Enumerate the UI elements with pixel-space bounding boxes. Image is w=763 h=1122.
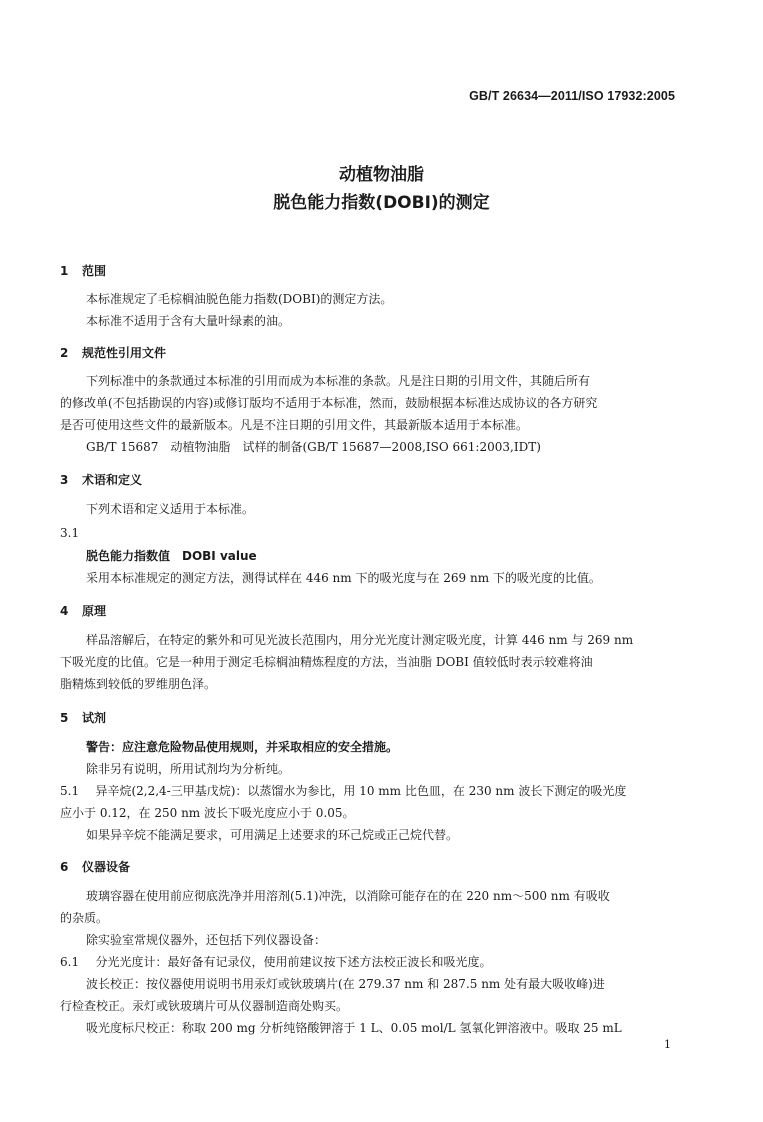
- subclause-number: 5.1: [60, 784, 80, 798]
- section-title: 原理: [82, 604, 107, 618]
- section-title: 试剂: [82, 711, 107, 725]
- paragraph-line: 是否可使用这些文件的最新版本。凡是不注日期的引用文件，其最新版本适用于本标准。: [60, 418, 529, 432]
- safety-warning: 警告：应注意危险物品使用规则，并采取相应的安全措施。: [86, 740, 399, 754]
- section-2-heading: [60, 344, 166, 361]
- paragraph-line: 波长校正：按仪器使用说明书用汞灯或钬玻璃片(在 279.37 nm 和 287.5 nm 处有最大吸收峰)进: [86, 977, 605, 991]
- title-line-1: 动植物油脂: [339, 165, 424, 185]
- paragraph: 下列术语和定义适用于本标准。: [86, 502, 255, 516]
- paragraph: 本标准不适用于含有大量叶绿素的油。: [86, 314, 291, 328]
- subclause-text: 分光光度计：最好备有记录仪，使用前建议按下述方法校正波长和吸光度。: [95, 955, 492, 969]
- section-4-heading: [60, 602, 106, 619]
- section-title: 术语和定义: [82, 473, 143, 487]
- section-3-heading: [60, 471, 142, 488]
- subclause-number: 3.1: [60, 526, 80, 540]
- section-number: 5: [60, 711, 69, 725]
- paragraph: 除实验室常规仪器外，还包括下列仪器设备：: [86, 933, 327, 947]
- term-definition: 采用本标准规定的测定方法，测得试样在 446 nm 下的吸光度与在 269 nm 下的吸光度的比值。: [86, 571, 601, 585]
- subclause-number: 6.1: [60, 955, 80, 969]
- section-1-heading: [60, 262, 106, 279]
- paragraph-line: 玻璃容器在使用前应彻底洗净并用溶剂(5.1)冲洗，以消除可能存在的在 220 nm～500 nm 有吸收: [86, 889, 610, 903]
- subclause-5-1: [60, 782, 680, 802]
- section-number: 2: [60, 346, 69, 360]
- title-line-2: 脱色能力指数(DOBI)的测定: [273, 193, 490, 213]
- standard-code: GB/T 26634—2011/ISO 17932:2005: [469, 89, 675, 103]
- section-title: 范围: [82, 264, 107, 278]
- paragraph: 除非另有说明，所用试剂均为分析纯。: [86, 762, 291, 776]
- paragraph-line: 的杂质。: [60, 911, 109, 925]
- section-title: 规范性引用文件: [82, 346, 167, 360]
- section-number: 4: [60, 604, 69, 618]
- paragraph-line: 下吸光度的比值。它是一种用于测定毛棕榈油精炼程度的方法，当油脂 DOBI 值较低时表示较难将油: [60, 655, 593, 669]
- paragraph-line: 下列标准中的条款通过本标准的引用而成为本标准的条款。凡是注日期的引用文件，其随后所有: [86, 374, 591, 388]
- term-heading: 脱色能力指数值 DOBI value: [86, 549, 257, 563]
- section-title: 仪器设备: [82, 860, 131, 874]
- paragraph: 本标准规定了毛棕榈油脱色能力指数(DOBI)的测定方法。: [86, 292, 393, 306]
- section-number: 1: [60, 264, 69, 278]
- section-5-heading: [60, 709, 106, 726]
- subclause-text: 异辛烷(2,2,4-三甲基戊烷)：以蒸馏水为参比，用 10 mm 比色皿，在 230 nm 波长下测定的吸光度: [95, 784, 627, 798]
- page-number: 1: [664, 1038, 671, 1051]
- section-number: 3: [60, 473, 69, 487]
- normative-reference: GB/T 15687 动植物油脂 试样的制备(GB/T 15687—2008,ISO 661:2003,IDT): [86, 440, 541, 454]
- subclause-6-1: [60, 953, 680, 973]
- paragraph-line: 行检查校正。汞灯或钬玻璃片可从仪器制造商处购买。: [60, 999, 349, 1013]
- section-number: 6: [60, 860, 69, 874]
- paragraph-line: 吸光度标尺校正：称取 200 mg 分析纯铬酸钾溶于 1 L、0.05 mol/L 氢氧化钾溶液中。吸取 25 mL: [86, 1021, 622, 1035]
- paragraph-line: 脂精炼到较低的罗维朋色泽。: [60, 677, 217, 691]
- paragraph-line: 样品溶解后，在特定的紫外和可见光波长范围内，用分光光度计测定吸光度，计算 446 nm 与 269 nm: [86, 633, 634, 647]
- paragraph-line: 应小于 0.12，在 250 nm 波长下吸光度应小于 0.05。: [60, 806, 355, 820]
- paragraph: 如果异辛烷不能满足要求，可用满足上述要求的环己烷或正己烷代替。: [86, 828, 459, 842]
- section-6-heading: [60, 858, 130, 875]
- paragraph-line: 的修改单(不包括勘误的内容)或修订版均不适用于本标准，然而，鼓励根据本标准达成协议的各方研究: [60, 396, 598, 410]
